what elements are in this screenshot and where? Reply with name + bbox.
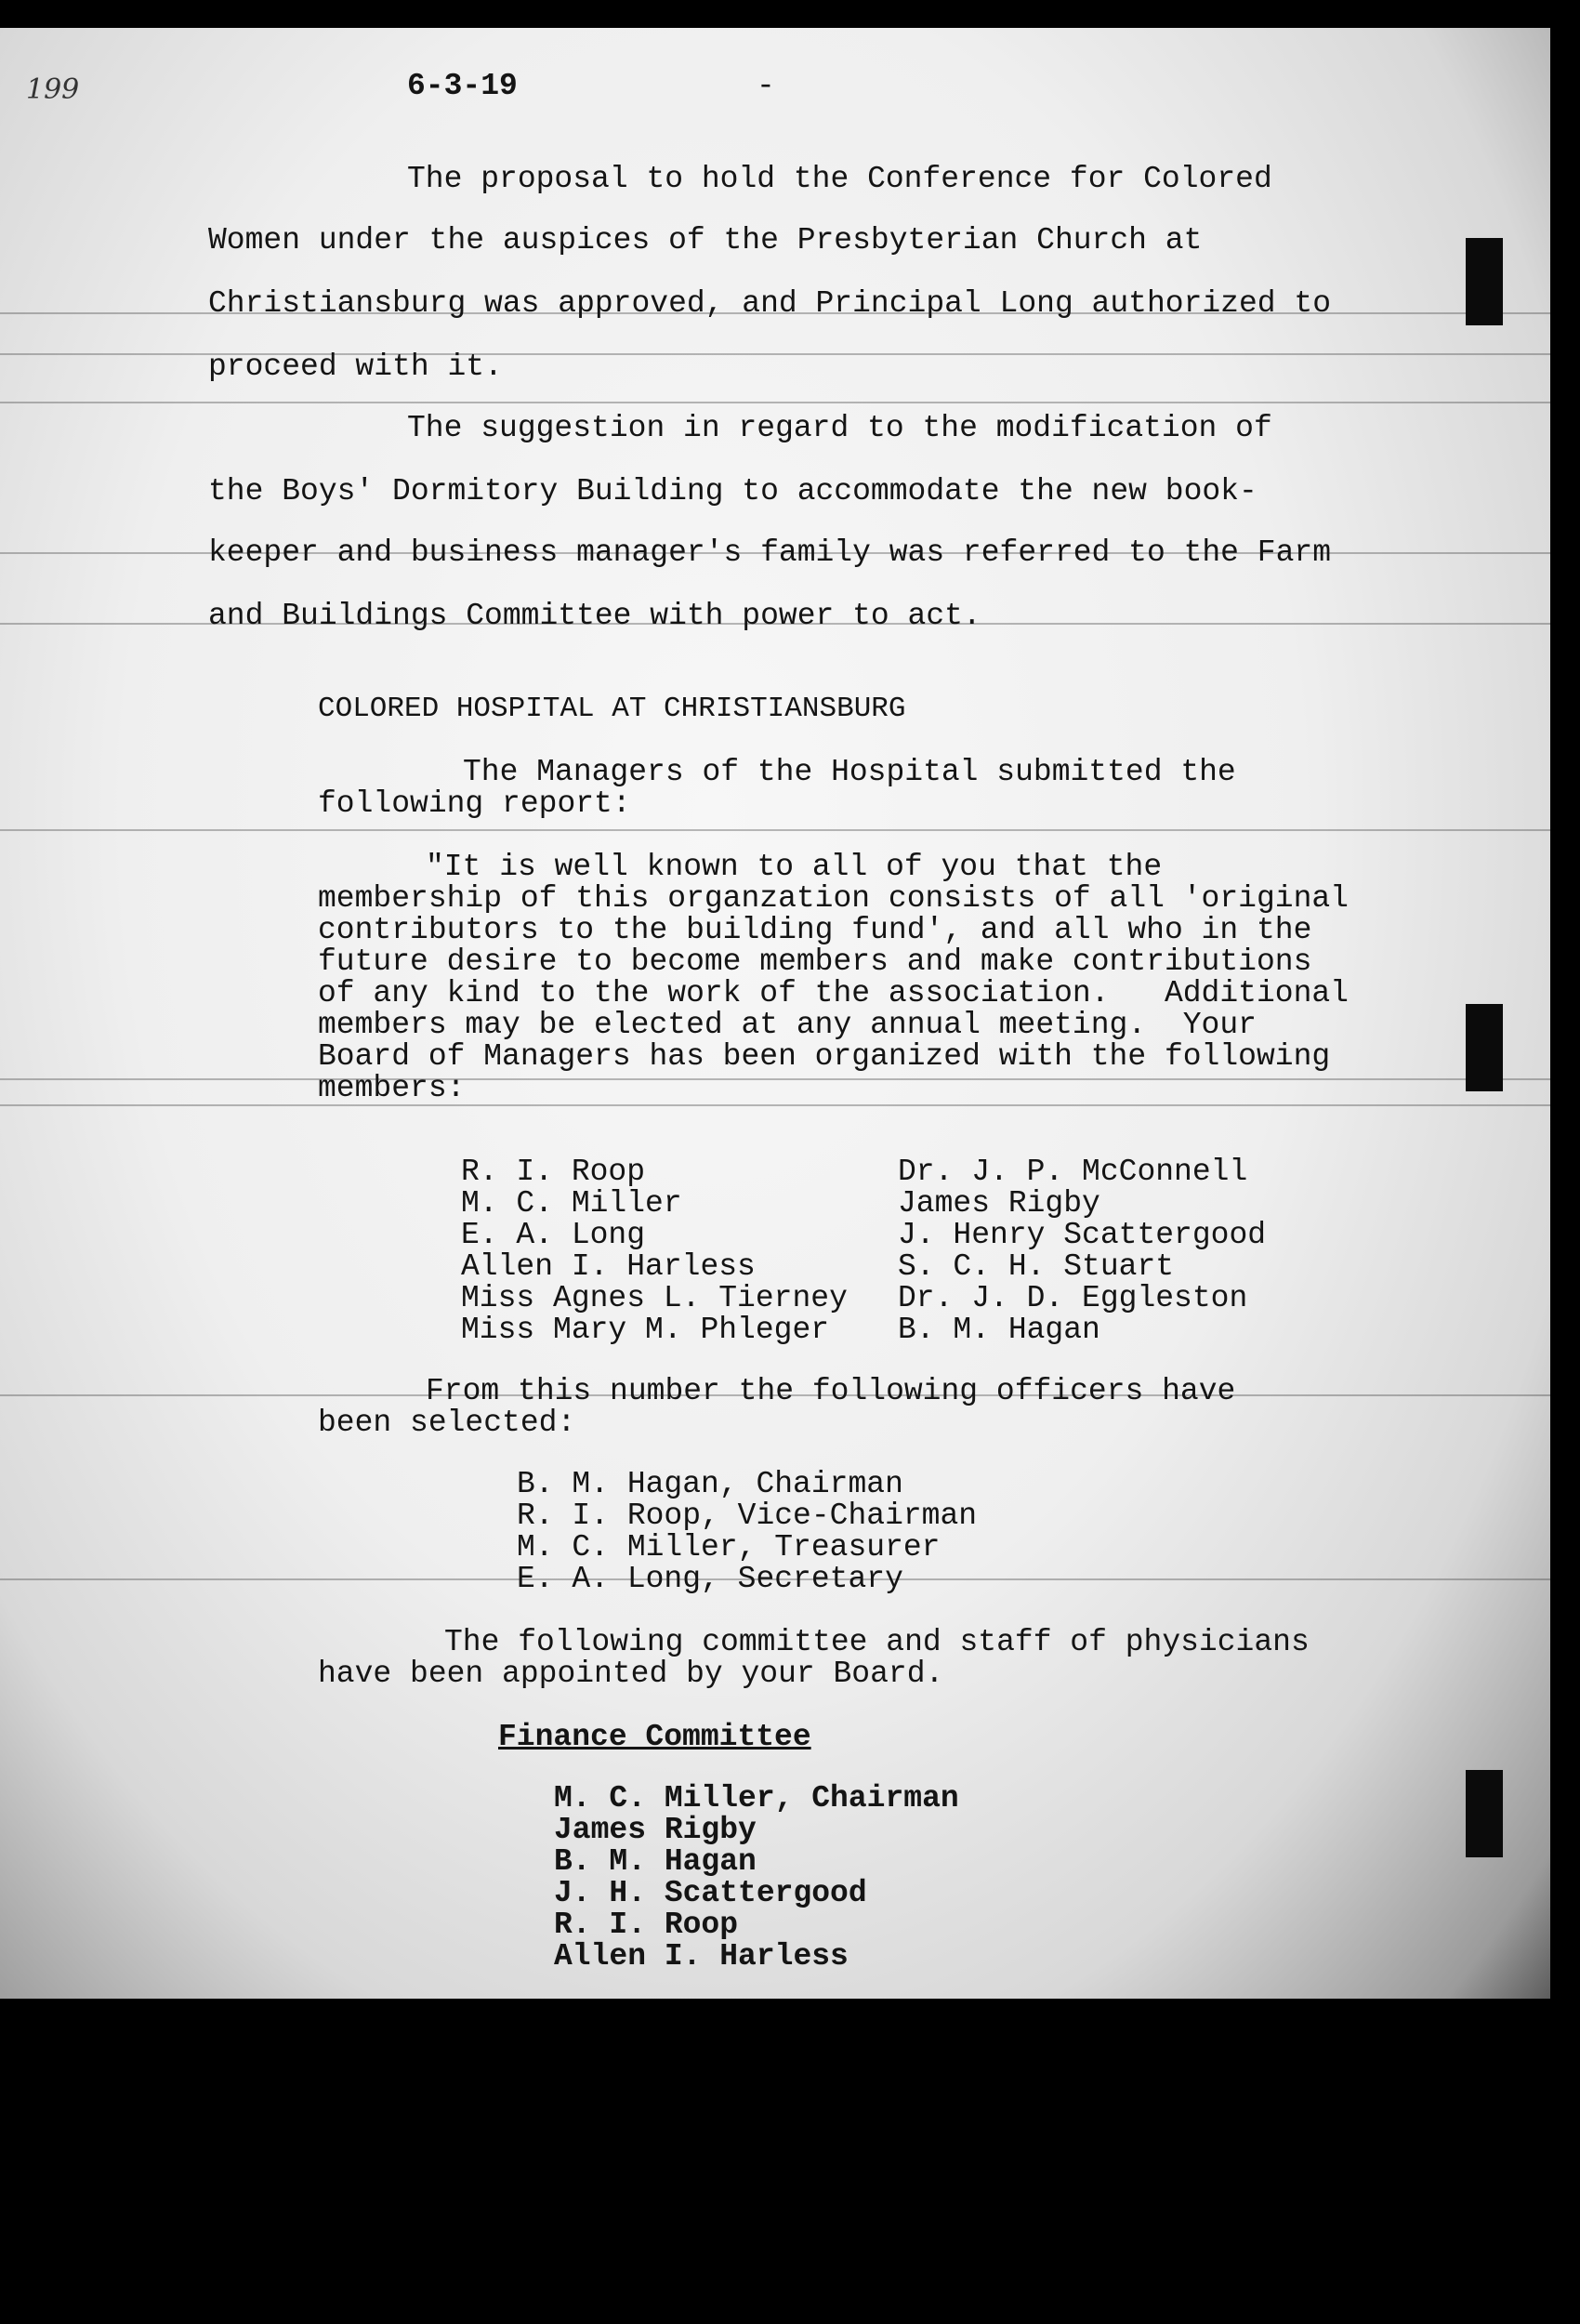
quote-line: members: [318, 1071, 466, 1105]
finance-member: J. H. Scattergood [554, 1876, 867, 1910]
index-marker [1466, 238, 1503, 325]
quote-line: Board of Managers has been organized with the following [318, 1039, 1331, 1074]
finance-member: M. C. Miller, Chairman [554, 1781, 959, 1816]
para5-line: have been appointed by your Board. [318, 1657, 944, 1691]
para2-line: the Boys' Dormitory Building to accommodate the new book- [208, 474, 1257, 508]
finance-member: Allen I. Harless [554, 1939, 849, 1974]
quote-line: members may be elected at any annual meeting. Your [318, 1008, 1257, 1042]
para2-line: and Buildings Committee with power to act. [208, 599, 981, 633]
finance-member: B. M. Hagan [554, 1844, 757, 1879]
index-marker [1466, 1004, 1503, 1091]
quote-line: of any kind to the work of the association. Additional [318, 976, 1349, 1010]
para3-line: following report: [318, 786, 631, 821]
officer-line: R. I. Roop, Vice-Chairman [517, 1499, 978, 1533]
officer-line: B. M. Hagan, Chairman [517, 1467, 903, 1501]
para1-line: proceed with it. [208, 350, 503, 384]
member-name: E. A. Long [461, 1218, 646, 1252]
para2-line: The suggestion in regard to the modification of [407, 411, 1272, 445]
member-name: M. C. Miller [461, 1186, 682, 1221]
member-name: S. C. H. Stuart [898, 1249, 1175, 1284]
page-date: 6-3-19 [407, 69, 518, 103]
index-marker [1466, 1770, 1503, 1857]
para1-line: Women under the auspices of the Presbyterian Church at [208, 223, 1203, 257]
handwritten-page-number: 199 [26, 73, 80, 106]
quote-line: membership of this organzation consists of all 'original [318, 881, 1349, 916]
para4-line: From this number the following officers have [426, 1374, 1236, 1408]
member-name: B. M. Hagan [898, 1313, 1100, 1347]
officer-line: E. A. Long, Secretary [517, 1562, 903, 1596]
member-name: Allen I. Harless [461, 1249, 756, 1284]
member-name: R. I. Roop [461, 1155, 646, 1189]
section-heading: COLORED HOSPITAL AT CHRISTIANSBURG [318, 693, 906, 725]
para5-line: The following committee and staff of physicians [444, 1625, 1310, 1659]
document-page [0, 28, 1550, 1999]
officer-line: M. C. Miller, Treasurer [517, 1530, 941, 1565]
quote-line: future desire to become members and make contributions [318, 944, 1312, 979]
para1-line: Christiansburg was approved, and Principal Long authorized to [208, 286, 1331, 321]
member-name: J. Henry Scattergood [898, 1218, 1267, 1252]
quote-line: "It is well known to all of you that the [426, 850, 1163, 884]
member-name: James Rigby [898, 1186, 1100, 1221]
para1-line: The proposal to hold the Conference for Colored [407, 162, 1272, 196]
para2-line: keeper and business manager's family was referred to the Farm [208, 535, 1331, 570]
member-name: Miss Mary M. Phleger [461, 1313, 830, 1347]
para4-line: been selected: [318, 1406, 576, 1440]
header-dash: - [757, 69, 775, 103]
finance-member: R. I. Roop [554, 1908, 739, 1942]
finance-member: James Rigby [554, 1813, 757, 1847]
finance-committee-heading: Finance Committee [498, 1720, 811, 1754]
para3-line: The Managers of the Hospital submitted the [463, 755, 1236, 789]
quote-line: contributors to the building fund', and all who in the [318, 913, 1312, 947]
member-name: Dr. J. P. McConnell [898, 1155, 1248, 1189]
member-name: Miss Agnes L. Tierney [461, 1281, 848, 1315]
member-name: Dr. J. D. Eggleston [898, 1281, 1248, 1315]
